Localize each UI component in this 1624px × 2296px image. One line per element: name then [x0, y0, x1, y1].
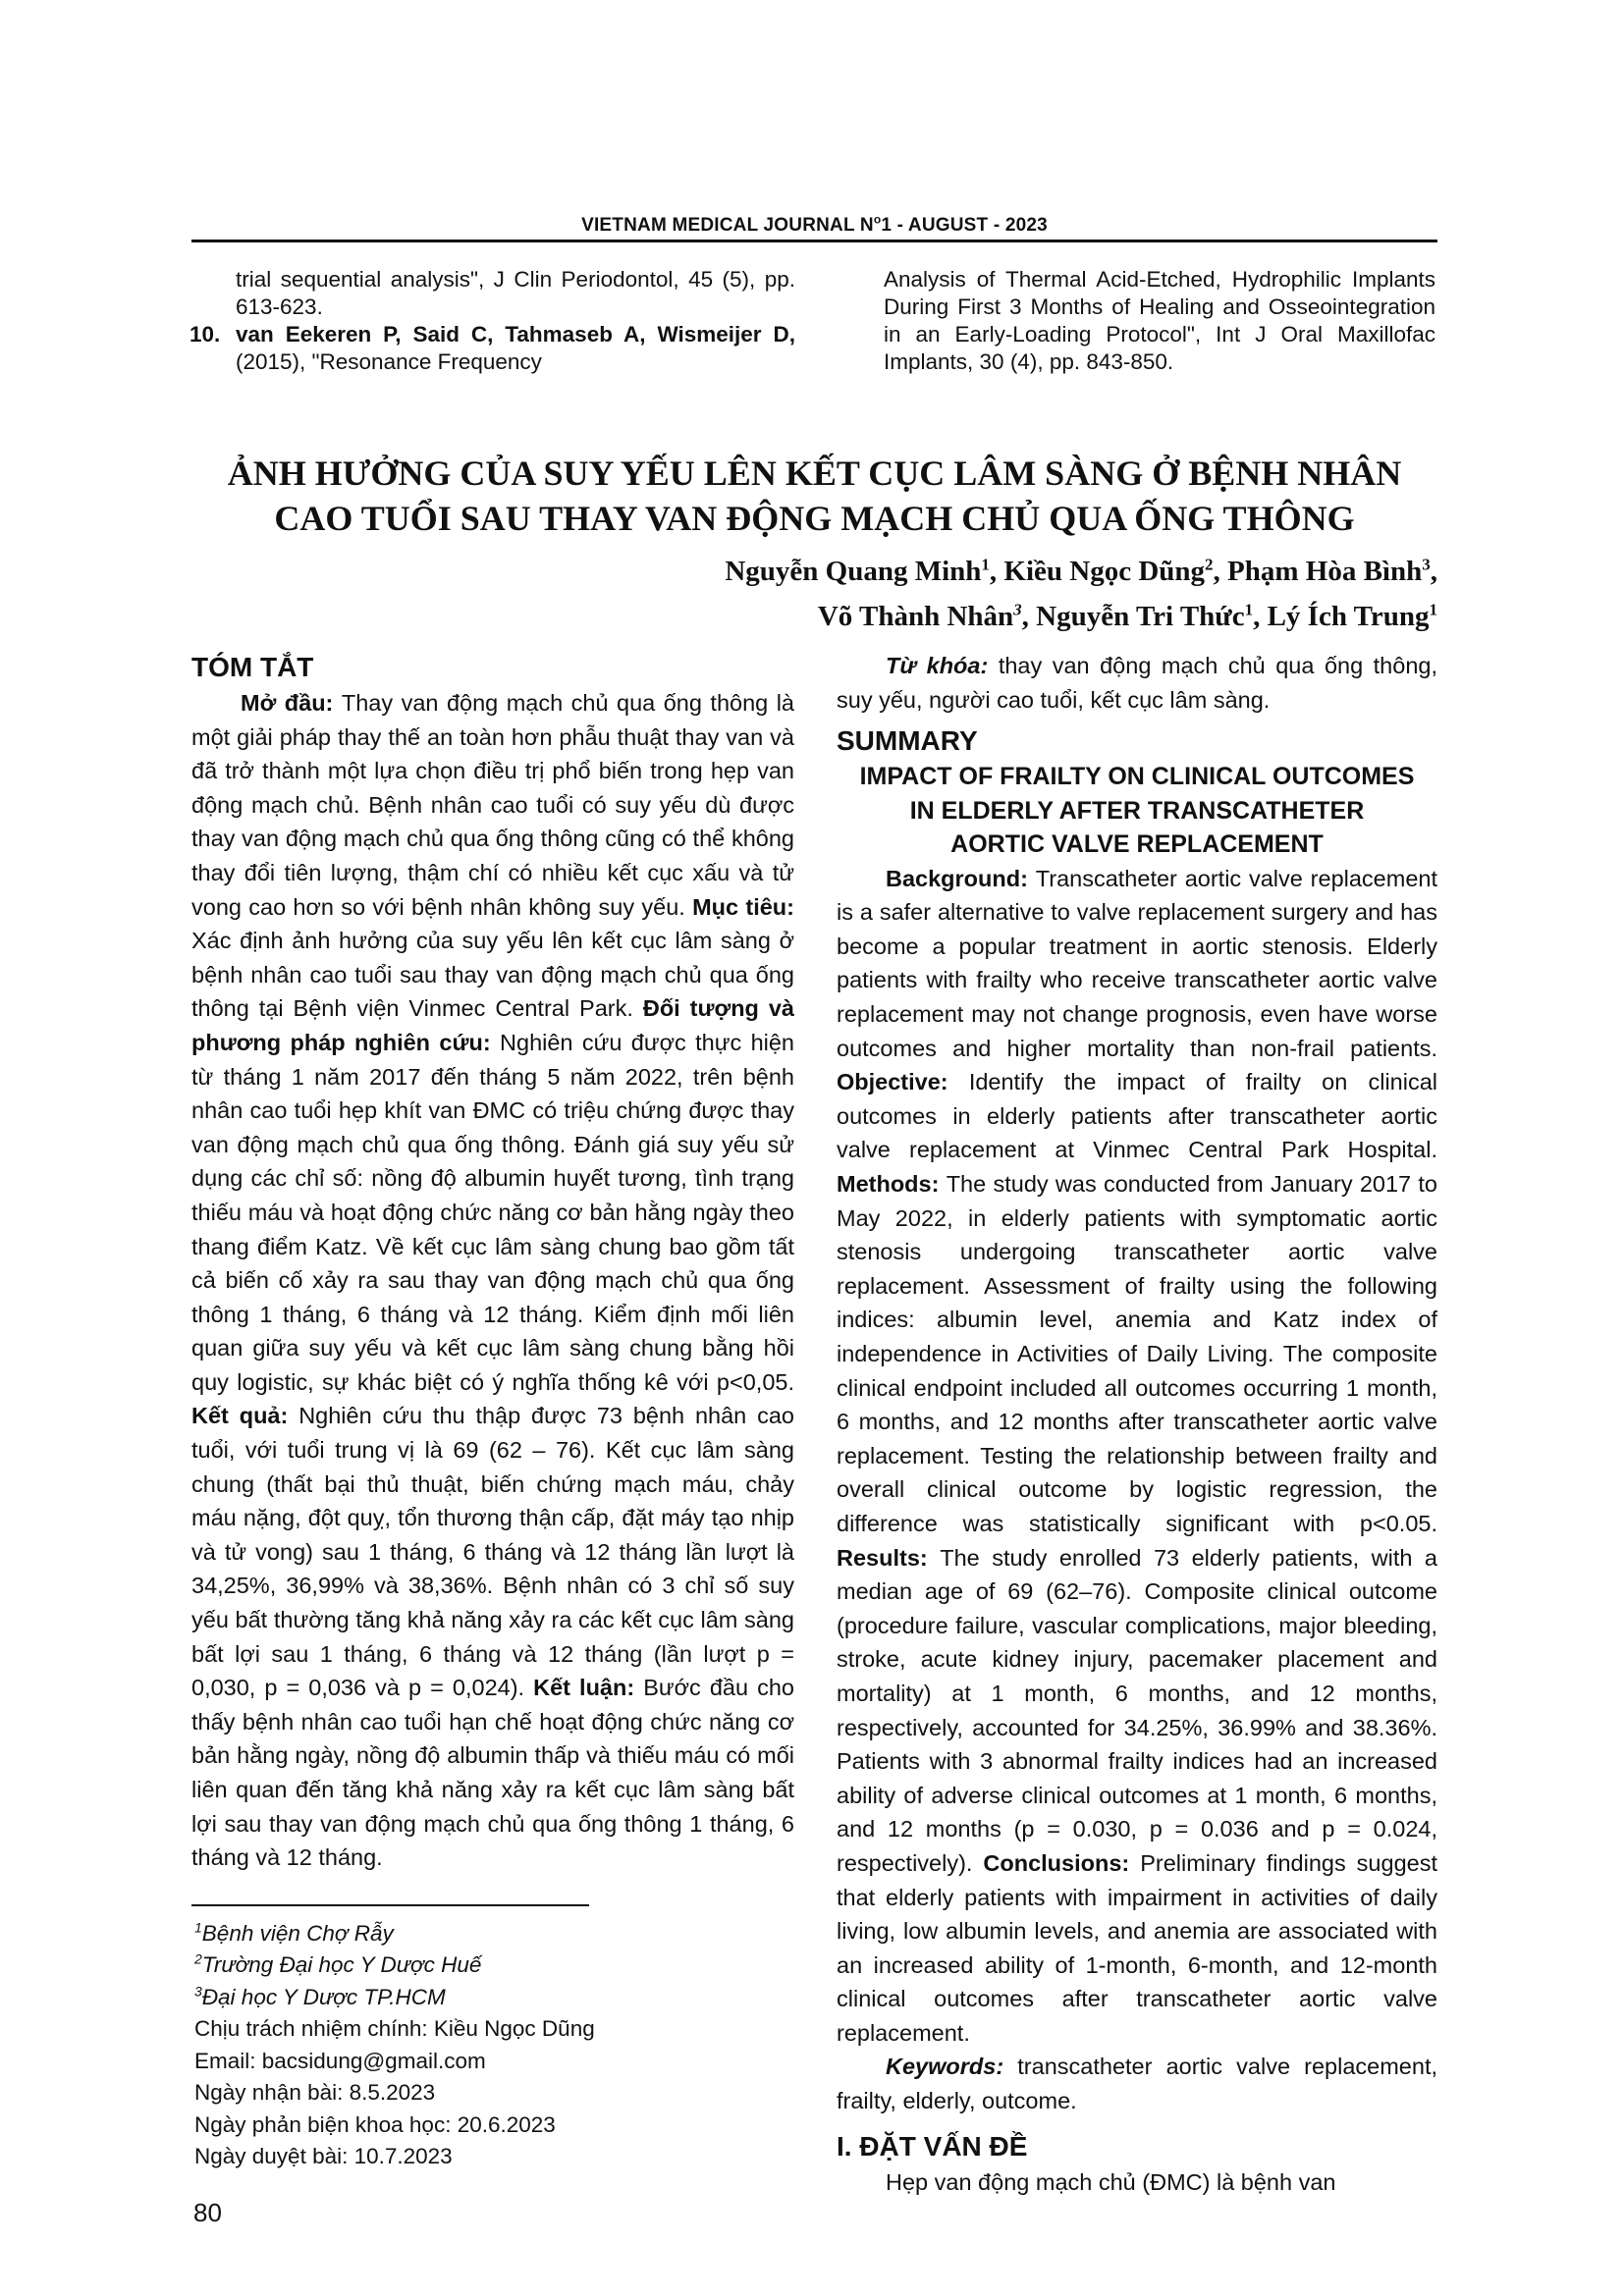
references: [189, 266, 1437, 376]
footnote-rule: [191, 1904, 589, 1906]
abstract-section-label: Mở đầu:: [241, 690, 342, 716]
abstract-section-label: Objective:: [837, 1069, 969, 1095]
abstract-text-run: The study enrolled 73 elderly patients, with a median age of 69 (62–76). Composite clinical outcome (procedure failure, vascular complications, major bleeding, stroke, acute kidney injury, pacemaker placement and mortality) at 1 month, 6 months, and 12 months, respectively, accounted for 34.25%, 36.99% and 38.36%. Patients with 3 abnormal frailty indices had an increased ability of adverse clinical outcomes at 1 month, 6 months, and 12 months (p = 0.030, p = 0.036 and p = 0.024, respectively).: [837, 1544, 1438, 1876]
reference-10: [189, 321, 795, 376]
author-name: Võ Thành Nhân: [817, 601, 1014, 632]
abstract-section-label: Đối tượng và phương pháp nghiên cứu:: [191, 995, 795, 1055]
abstract-section-label: Mục tiêu:: [692, 893, 794, 920]
author-list: [191, 549, 1437, 639]
left-column: [191, 649, 794, 2228]
english-title-line: IN ELDERLY AFTER TRANSCATHETER: [909, 796, 1365, 825]
section-heading-summary: SUMMARY: [837, 725, 978, 757]
abstract-section-label: Background:: [886, 865, 1036, 891]
separator: ,: [989, 556, 1004, 587]
separator: ,: [1430, 556, 1437, 587]
section-heading-introduction: I. ĐẶT VẤN ĐỀ: [837, 2130, 1028, 2162]
author-name: Phạm Hòa Bình: [1227, 556, 1423, 587]
author-name: Kiều Ngọc Dũng: [1003, 556, 1206, 587]
article-title: [191, 451, 1437, 541]
english-title-line: AORTIC VALVE REPLACEMENT: [950, 830, 1324, 859]
abstract-section-label: Kết quả:: [191, 1403, 299, 1429]
separator: ,: [1021, 601, 1037, 632]
abstract-section-label: Methods:: [837, 1171, 947, 1198]
ref-number: 10.: [189, 322, 221, 347]
separator: ,: [1213, 556, 1228, 587]
page-number: 80: [193, 2197, 222, 2227]
abstract-section-label: Results:: [837, 1544, 941, 1571]
corresponding-author: Chịu trách nhiệm chính: Kiều Ngọc Dũng: [194, 2016, 595, 2042]
author-name: Nguyễn Quang Minh: [725, 556, 982, 587]
english-title-line: IMPACT OF FRAILTY ON CLINICAL OUTCOMES: [859, 763, 1415, 791]
vn-keywords: [837, 649, 1437, 717]
right-column: [837, 649, 1437, 2199]
en-keywords: [837, 2050, 1437, 2117]
abstract-text-en: [837, 862, 1437, 2051]
abstract-text-run: Preliminary findings suggest that elderly patients with impairment in activities of daily living, low albumin levels, and anemia are associated with an increased ability of 1-month, 6-month, and 12-month clinical outcomes after transcatheter aortic valve replacement.: [837, 1849, 1437, 2046]
aff-text: Trường Đại học Y Dược Huế: [201, 1952, 482, 1978]
affiliation-sup: 3: [1422, 555, 1431, 574]
abstract-section-label: Kết luận:: [533, 1675, 644, 1701]
keywords-text: transcatheter aortic valve replacement, frailty, elderly, outcome.: [837, 2054, 1438, 2114]
affiliation-3: [194, 1982, 794, 2014]
keywords-text: thay van động mạch chủ qua ống thông, suy yếu, người cao tuổi, kết cục lâm sàng.: [837, 653, 1437, 713]
abstract-text-run: Thay van động mạch chủ qua ống thông là một giải pháp thay thế an toàn hơn phẫu thuật thay van và đã trở thành một lựa chọn điều trị phổ biến trong hẹp van động mạch chủ. Bệnh nhân cao tuổi có suy yếu dù được thay van động mạch chủ qua ống thông cũng có thể không thay đổi tiên lượng, thậm chí có nhiều kết cục xấu và tử vong cao hơn so với bệnh nhân không suy yếu.: [191, 690, 794, 920]
abstract-text-run: Transcatheter aortic valve replacement is a safer alternative to valve replacement surgery and has become a popular treatment in aortic stenosis. Elderly patients with frailty who receive transcatheter aortic valve replacement may not change prognosis, even have worse outcomes and higher mortality than non-frail patients.: [837, 865, 1437, 1061]
date-reviewed: Ngày phản biện khoa học: 20.6.2023: [194, 2111, 556, 2137]
column-spacer: [191, 1875, 794, 1904]
abstract-text-run: Nghiên cứu thu thập được 73 bệnh nhân cao tuổi, với tuổi trung vị là 69 (62 – 76). Kết cục lâm sàng chung (thất bại thủ thuật, biến chứng mạch máu, chảy máu nặng, đột quỵ, tổn thương thận cấp, đặt máy tạo nhịp và tử vong) sau 1 tháng, 6 tháng và 12 tháng lần lượt là 34,25%, 36,99% và 38,36%. Bệnh nhân có 3 chỉ số suy yếu bất thường tăng khả năng xảy ra các kết cục lâm sàng bất lợi sau 1 tháng, 6 tháng và 12 tháng (lần lượt p = 0,030, p = 0,036 và p = 0,024).: [191, 1403, 794, 1701]
affiliation-1: [194, 1918, 794, 1950]
keywords-label: Keywords:: [886, 2054, 1018, 2080]
abstract-text-run: Bước đầu cho thấy bệnh nhân cao tuổi hạn chế hoạt động chức năng cơ bản hằng ngày, nồng độ albumin thấp và thiếu máu có mối liên quan đến tăng khả năng xảy ra kết cục lâm sàng bất lợi sau thay van động mạch chủ qua ống thông 1 tháng, 6 tháng và 12 tháng.: [191, 1675, 794, 1871]
aff-number: 3: [194, 1983, 202, 2000]
reference-10-cont: Analysis of Thermal Acid-Etched, Hydrophilic Implants During First 3 Months of Healing and Osseointegration in an Early-Loading Protocol", Int J Oral Maxillofac Implants, 30 (4), pp. 843-850.: [884, 267, 1435, 374]
running-header: [191, 214, 1437, 238]
footnotes: [194, 1918, 794, 2173]
header-rule: [191, 240, 1437, 242]
email: Email: bacsidung@gmail.com: [194, 2048, 486, 2073]
aff-text: Bệnh viện Chợ Rẫy: [201, 1920, 394, 1946]
journal-name: VIETNAM MEDICAL JOURNAL N: [581, 215, 874, 236]
abstract-section-label: Conclusions:: [983, 1849, 1141, 1876]
author-name: Lý Ích Trung: [1267, 601, 1430, 632]
article-body: [191, 649, 1437, 2228]
aff-text: Đại học Y Dược TP.HCM: [201, 1984, 446, 2009]
abstract-text-run: Identify the impact of frailty on clinical outcomes in elderly patients after transcatheter aortic valve replacement at Vinmec Central Park Hospital.: [837, 1069, 1437, 1163]
author-name: Nguyễn Tri Thức: [1036, 601, 1245, 632]
references-right: [884, 266, 1435, 376]
aff-number: 2: [194, 1950, 202, 1967]
date-accepted: Ngày duyệt bài: 10.7.2023: [194, 2144, 453, 2169]
issue-info: 1 - AUGUST - 2023: [881, 215, 1048, 236]
references-left: [189, 266, 795, 376]
keywords-label: Từ khóa:: [886, 653, 999, 678]
affiliation-sup: 3: [1013, 600, 1022, 619]
abstract-text-run: The study was conducted from January 2017 to May 2022, in elderly patients with symptomatic aortic stenosis undergoing transcatheter aortic valve replacement. Assessment of frailty using the following indices: albumin level, anemia and Katz index of independence in Activities of Daily Living. The composite clinical endpoint included all outcomes occurring 1 month, 6 months, and 12 months after transcatheter aortic valve replacement. Testing the relationship between frailty and overall clinical outcome by logistic regression, the difference was statistically significant with p<0.05.: [837, 1171, 1437, 1536]
reference-9-cont: trial sequential analysis", J Clin Periodontol, 45 (5), pp. 613-623.: [236, 267, 795, 319]
abstract-text-run: Nghiên cứu được thực hiện từ tháng 1 năm 2017 đến tháng 5 năm 2022, trên bệnh nhân cao tuổi hẹp khít van ĐMC có triệu chứng được thay van động mạch chủ qua ống thông. Đánh giá suy yếu sử dụng các chỉ số: nồng độ albumin huyết tương, tình trạng thiếu máu và hoạt động chức năng cơ bản hằng ngày theo thang điểm Katz. Về kết cục lâm sàng chung bao gồm tất cả biến cố xảy ra sau thay van động mạch chủ qua ống thông 1 tháng, 6 tháng và 12 tháng. Kiểm định mối liên quan giữa suy yếu và kết cục lâm sàng chung bằng hồi quy logistic, sự khác biệt có ý nghĩa thống kê với p<0,05.: [191, 1029, 794, 1395]
affiliation-sup: 2: [1205, 555, 1214, 574]
affiliation-2: [194, 1949, 794, 1982]
affiliation-sup: 1: [981, 555, 990, 574]
ref-text: (2015), "Resonance Frequency: [236, 349, 542, 374]
ref-authors: van Eekeren P, Said C, Tahmaseb A, Wismeijer D,: [236, 322, 795, 347]
aff-number: 1: [194, 1919, 202, 1936]
affiliation-sup: 1: [1244, 600, 1254, 619]
abstract-text-run: Xác định ảnh hưởng của suy yếu lên kết cục lâm sàng ở bệnh nhân cao tuổi sau thay van động mạch chủ qua ống thông tại Bệnh viện Vinmec Central Park.: [191, 928, 794, 1022]
introduction-text: Hẹp van động mạch chủ (ĐMC) là bệnh van: [886, 2168, 1336, 2195]
number-sign-sup: o: [873, 212, 882, 227]
title-line-1: ẢNH HƯỞNG CỦA SUY YẾU LÊN KẾT CỤC LÂM SÀNG Ở BỆNH NHÂN: [227, 454, 1402, 493]
separator: ,: [1253, 601, 1268, 632]
date-received: Ngày nhận bài: 8.5.2023: [194, 2080, 436, 2106]
affiliation-sup: 1: [1429, 600, 1437, 619]
abstract-text-vn: [191, 686, 794, 1875]
section-heading-tom-tat: TÓM TẮT: [191, 652, 314, 682]
title-line-2: CAO TUỔI SAU THAY VAN ĐỘNG MẠCH CHỦ QUA ỐNG THÔNG: [274, 499, 1355, 538]
